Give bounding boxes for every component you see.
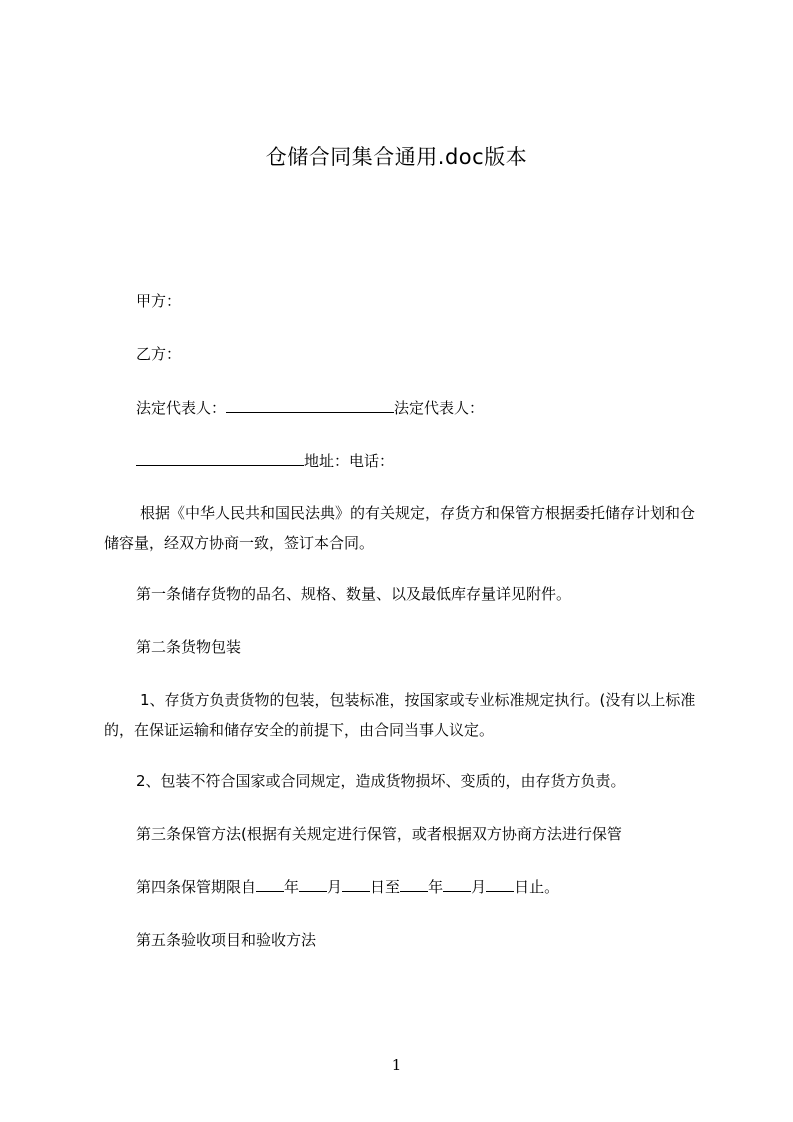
legal-rep-left-label: 法定代表人： (136, 399, 227, 417)
party-b-line (104, 339, 736, 369)
blank-field (486, 877, 514, 892)
blank-field (136, 451, 304, 466)
article-2-title (104, 632, 736, 662)
legal-rep-right-label: 法定代表人： (394, 399, 485, 417)
article-1-text: 第一条储存货物的品名、规格、数量、以及最低库存量详见附件。 (136, 585, 572, 603)
page-number: 1 (391, 1056, 402, 1074)
blank-field (443, 877, 471, 892)
blank-field (342, 877, 370, 892)
document-title: 仓储合同集合通用.doc版本 (265, 145, 528, 169)
blank-field (256, 877, 284, 892)
party-a-line (104, 286, 736, 316)
article-3 (104, 819, 736, 849)
article-4-end: 日止。 (514, 878, 560, 896)
blank-field (299, 877, 327, 892)
article-4-year-2: 年 (428, 878, 444, 896)
article-2-item-2-text: 2、包装不符合国家或合同规定，造成货物损坏、变质的，由存货方负责。 (136, 772, 626, 790)
article-4-month-1: 月 (327, 878, 343, 896)
article-2-item-2 (104, 766, 736, 796)
party-b-label: 乙方： (136, 345, 182, 363)
article-4-year-1: 年 (284, 878, 300, 896)
address-phone-label: 地址：电话： (304, 452, 395, 470)
article-5-text: 第五条验收项目和验收方法 (136, 931, 317, 949)
address-phone-line (104, 446, 736, 476)
article-3-text: 第三条保管方法(根据有关规定进行保管，或者根据双方协商方法进行保管 (136, 825, 622, 843)
article-4 (104, 872, 736, 902)
article-4-prefix: 第四条保管期限自 (136, 878, 257, 896)
article-2-title-text: 第二条货物包装 (136, 638, 242, 656)
article-1 (104, 579, 736, 609)
article-2-item-1: 1、存货方负责货物的包装，包装标准，按国家或专业标准规定执行。(没有以上标准的，在保证运输和储存安全的前提下，由合同当事人议定。 (104, 691, 696, 739)
legal-rep-line (104, 393, 736, 423)
preamble-paragraph: 根据《中华人民共和国民法典》的有关规定，存货方和保管方根据委托储存计划和仓储容量，经双方协商一致，签订本合同。 (104, 504, 696, 552)
blank-field (400, 877, 428, 892)
blank-field (226, 398, 394, 413)
article-4-day-to: 日至 (370, 878, 401, 896)
article-4-month-2: 月 (471, 878, 487, 896)
article-5 (104, 925, 736, 955)
party-a-label: 甲方： (136, 292, 182, 310)
